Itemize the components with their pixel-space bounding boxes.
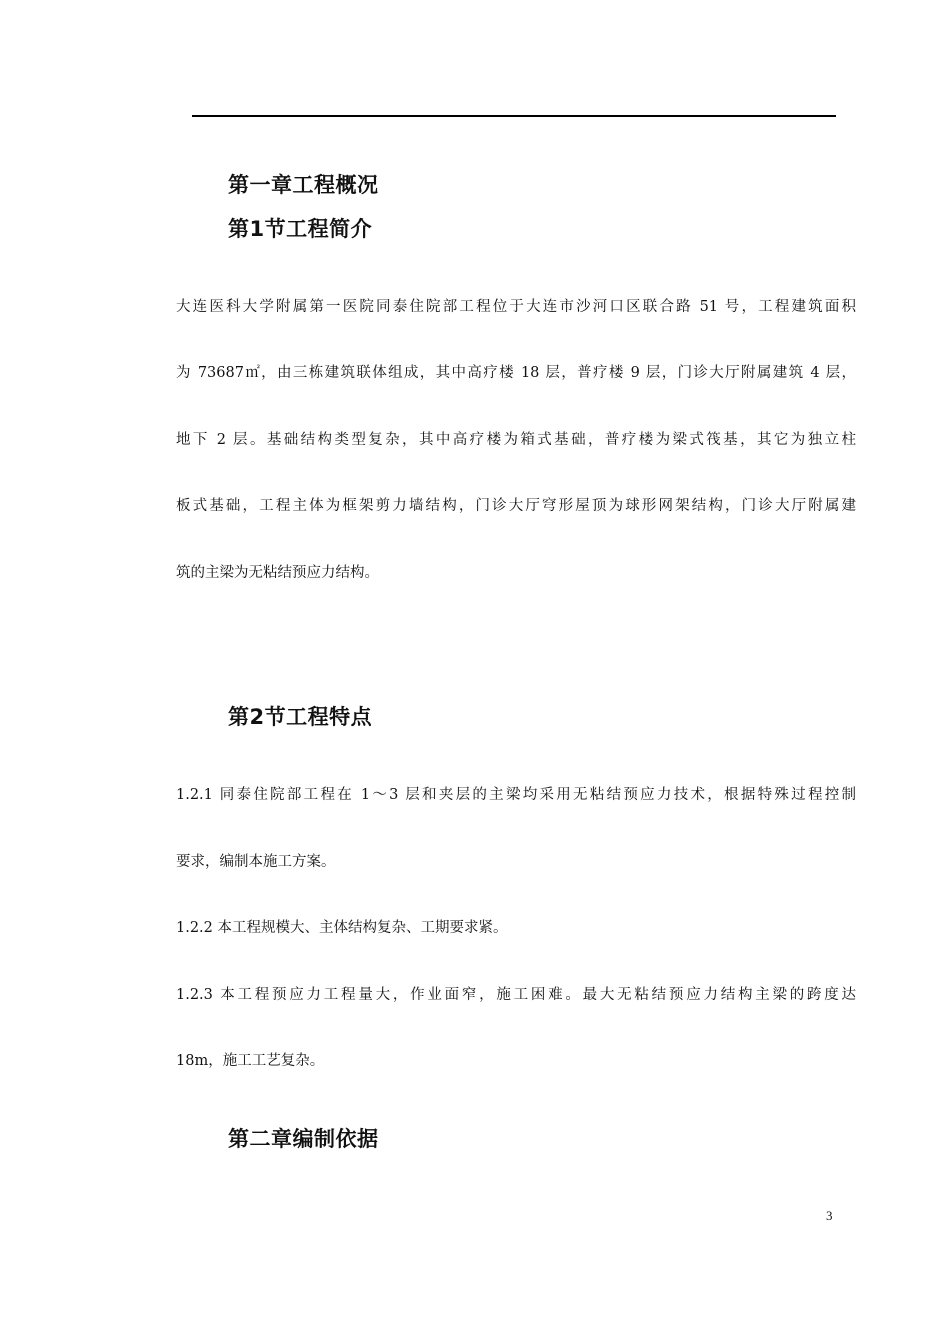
intro-line-4: 板式基础，工程主体为框架剪力墙结构，门诊大厅穹形屋顶为球形网架结构，门诊大厅附属建 [176,498,856,514]
chapter-2-title: 第二章编制依据 [228,1127,379,1151]
intro-line-2: 为 73687㎡，由三栋建筑联体组成，其中高疗楼 18 层，普疗楼 9 层，门诊大厅附属建筑 4 层， [176,365,856,381]
section-1-title: 第1节工程简介 [228,217,373,241]
intro-line-5: 筑的主梁为无粘结预应力结构。 [176,565,379,581]
header-rule [192,115,836,117]
feature-line-1: 1.2.1 同泰住院部工程在 1～3 层和夹层的主梁均采用无粘结预应力技术，根据特殊过程控制 [176,787,856,803]
feature-line-4: 1.2.3 本工程预应力工程量大，作业面窄，施工困难。最大无粘结预应力结构主梁的跨度达 [176,987,856,1003]
page-number: 3 [826,1208,833,1223]
feature-line-3: 1.2.2 本工程规模大、主体结构复杂、工期要求紧。 [176,920,508,936]
intro-line-1: 大连医科大学附属第一医院同泰住院部工程位于大连市沙河口区联合路 51 号，工程建筑面积 [176,299,856,315]
feature-line-5: 18m，施工工艺复杂。 [176,1053,325,1069]
feature-line-2: 要求，编制本施工方案。 [176,854,336,870]
section-2-title: 第2节工程特点 [228,705,373,729]
intro-line-3: 地下 2 层。基础结构类型复杂，其中高疗楼为箱式基础，普疗楼为梁式筏基，其它为独立柱 [176,432,856,448]
chapter-1-title: 第一章工程概况 [228,173,379,197]
